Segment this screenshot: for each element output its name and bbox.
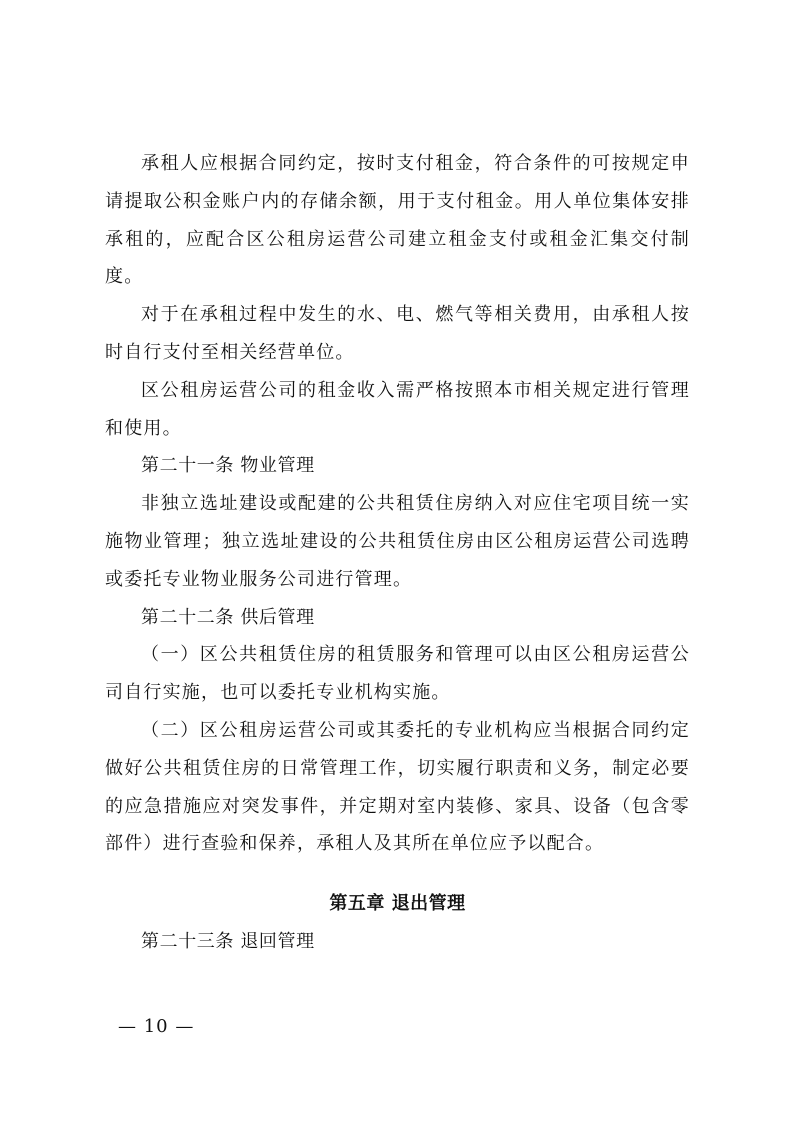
article-22-item-2: （二）区公租房运营公司或其委托的专业机构应当根据合同约定做好公共租赁住房的日常管理工作，切实履行职责和义务，制定必要的应急措施应对突发事件，并定期对室内装修、家具、设备（包含零部件）进行查验和保养，承租人及其所在单位应予以配合。	[105, 719, 690, 855]
article-23-heading: 第二十三条 退回管理	[141, 930, 315, 952]
page-number: — 10 —	[118, 1016, 195, 1037]
paragraph-rent-payment: 承租人应根据合同约定，按时支付租金，符合条件的可按规定申请提取公积金账户内的存储余额，用于支付租金。用人单位集体安排承租的，应配合区公租房运营公司建立租金支付或租金汇集交付制度。	[105, 153, 690, 288]
paragraph-rent-income: 区公租房运营公司的租金收入需严格按照本市相关规定进行管理和使用。	[105, 379, 690, 439]
chapter-title: 第五章 退出管理	[329, 893, 466, 915]
paragraph-utility-fees: 对于在承租过程中发生的水、电、燃气等相关费用，由承租人按时自行支付至相关经营单位。	[105, 304, 690, 363]
article-21-heading: 第二十一条 物业管理	[141, 455, 315, 477]
body-text	[105, 145, 690, 961]
article-22-heading: 第二十二条 供后管理	[141, 606, 315, 628]
article-22-item-1: （一）区公共租赁住房的租赁服务和管理可以由区公租房运营公司自行实施，也可以委托专业机构实施。	[105, 644, 690, 704]
article-21-text: 非独立选址建设或配建的公共租赁住房纳入对应住宅项目统一实施物业管理；独立选址建设的公共租赁住房由区公租房运营公司选聘或委托专业物业服务公司进行管理。	[105, 493, 690, 590]
